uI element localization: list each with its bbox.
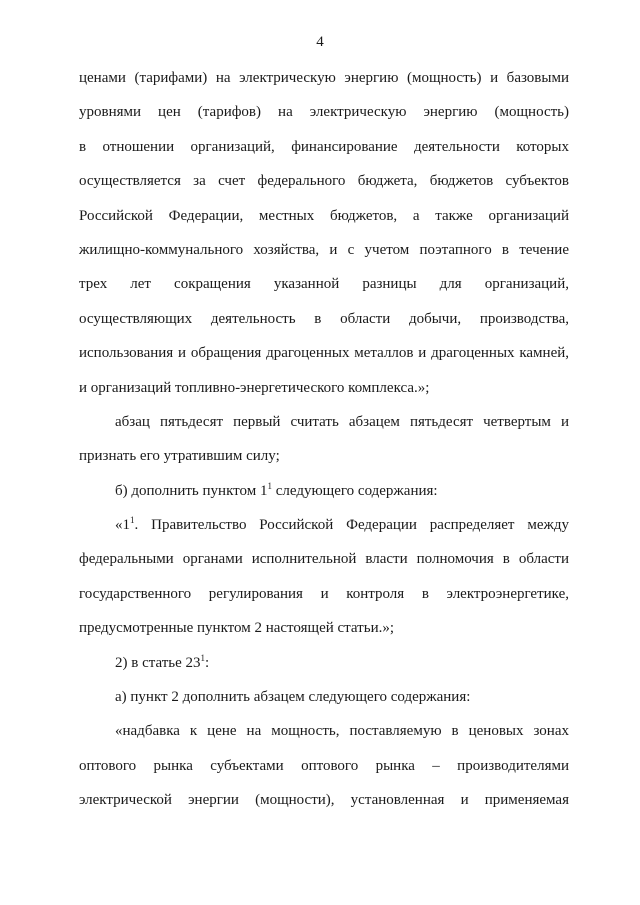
text-span: : (205, 654, 210, 671)
text-line: ценами (тарифами) на электрическую энергию (мощность) и базовыми (79, 70, 569, 86)
text-line (79, 511, 569, 545)
text-line: и организаций топливно-энергетического комплекса.»; (79, 379, 430, 396)
text-line: Российской Федерации, местных бюджетов, а также организаций (79, 207, 569, 224)
page-number: 4 (316, 34, 324, 50)
text-span: . Правительство Российской Федерации распределяет между (134, 517, 569, 534)
text-line: признать его утратившим силу; (79, 448, 280, 465)
text-line: предусмотренные пунктом 2 настоящей статьи.»; (79, 620, 395, 637)
paragraph-item-b (79, 477, 569, 511)
text-line: а) пункт 2 дополнить абзацем следующего содержания: (115, 689, 471, 706)
text-span: следующего содержания: (271, 482, 438, 499)
text-span: 2) в статье 23 (115, 654, 201, 671)
paragraph-item-2 (79, 649, 569, 683)
text-line: трех лет сокращения указанной разницы для организаций, (79, 276, 569, 293)
paragraph-abzats-51 (79, 408, 569, 477)
document-body (79, 64, 569, 821)
text-line: осуществляющих деятельность в области добычи, производства, (79, 310, 569, 327)
text-line (79, 477, 569, 511)
paragraph-surcharge (79, 717, 569, 820)
text-line: жилищно-коммунального хозяйства, и с учетом поэтапного в течение (79, 241, 569, 258)
text-line: в отношении организаций, финансирование деятельности которых (79, 138, 569, 155)
superscript: 1 (267, 480, 272, 491)
paragraph-point-1-1 (79, 511, 569, 649)
text-line (79, 649, 569, 683)
paragraph-tariffs-continuation (79, 64, 569, 408)
text-line: электрической энергии (мощности), установленная и применяемая (79, 792, 569, 809)
superscript: 1 (200, 652, 206, 663)
text-line: оптового рынка субъектами оптового рынка – производителями (79, 757, 569, 774)
paragraph-item-a (79, 683, 569, 717)
superscript: 1 (130, 515, 135, 526)
text-span: «1 (115, 517, 130, 534)
text-line: «надбавка к цене на мощность, поставляемую в ценовых зонах (115, 723, 569, 740)
text-line: федеральными органами исполнительной власти полномочия в области (79, 551, 569, 568)
text-line: уровнями цен (тарифов) на электрическую энергию (мощность) (79, 104, 569, 121)
text-line: абзац пятьдесят первый считать абзацем пятьдесят четвертым и (115, 413, 569, 430)
text-line: осуществляется за счет федерального бюджета, бюджетов субъектов (79, 173, 569, 190)
text-line: государственного регулирования и контроля в электроэнергетике, (79, 585, 569, 602)
text-line: использования и обращения драгоценных металлов и драгоценных камней, (79, 345, 569, 362)
text-span: б) дополнить пунктом 1 (115, 482, 268, 499)
